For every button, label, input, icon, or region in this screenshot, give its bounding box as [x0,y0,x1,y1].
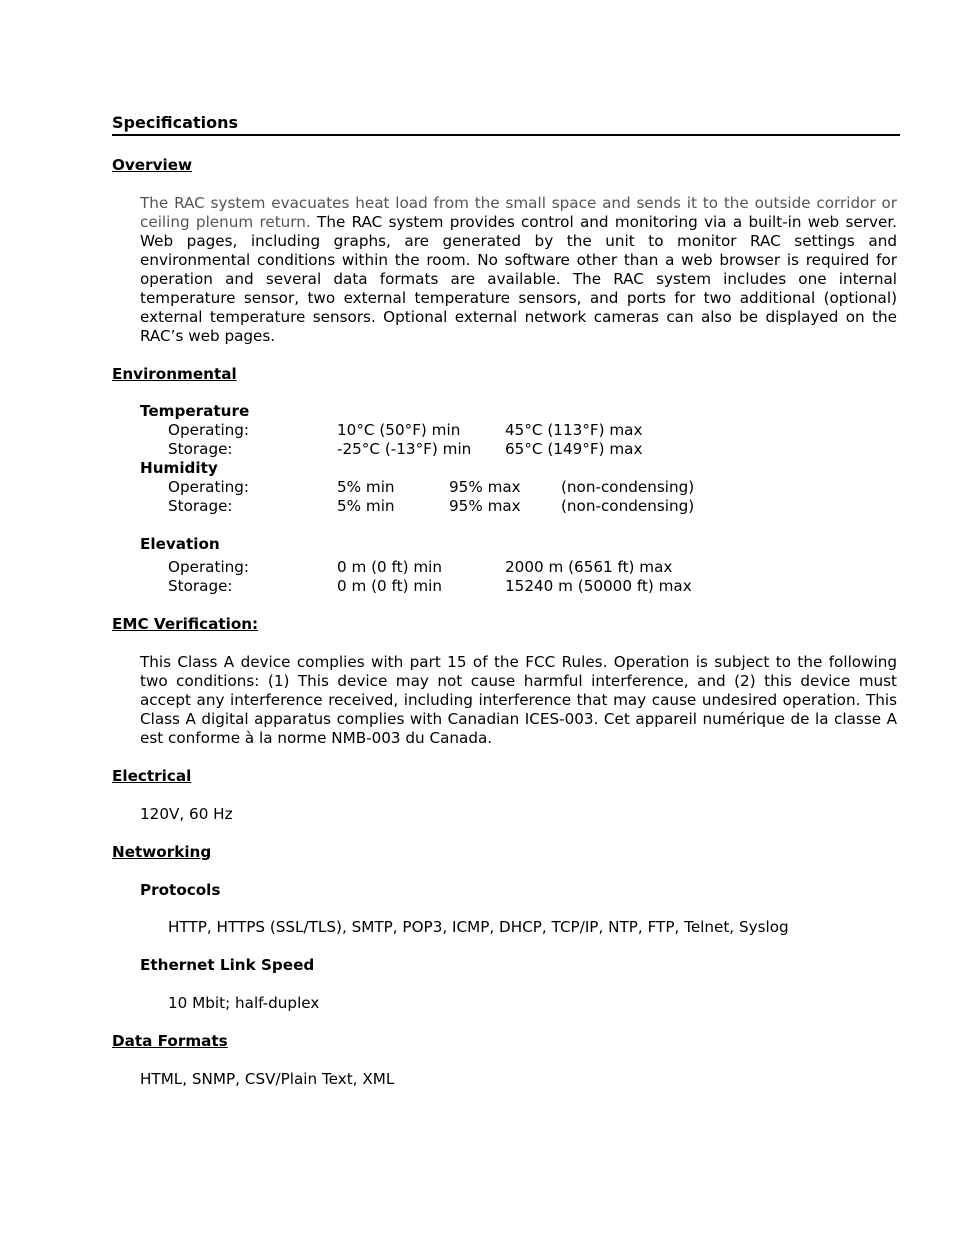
row-min: 0 m (0 ft) min [337,558,442,576]
electrical-heading: Electrical [112,767,192,785]
elevation-label: Elevation [140,535,220,553]
humidity-storage-row [0,497,954,516]
row-max: 95% max [449,497,521,515]
temperature-label: Temperature [140,402,250,420]
row-min: -25°C (-13°F) min [337,440,472,458]
row-max: 45°C (113°F) max [505,421,643,439]
data-formats-heading: Data Formats [112,1032,228,1050]
emc-paragraph: This Class A device complies with part 15 of the FCC Rules. Operation is subject to the following two conditions: (1) This device may not cause harmful interference, and (2) this device must accept any interference received, including interference that may cause undesired operation. This Class A digital apparatus complies with Canadian ICES-003. Cet appareil numérique de la classe A est conforme à la norme NMB-003 du Canada. [140,653,897,747]
protocols-value: HTTP, HTTPS (SSL/TLS), SMTP, POP3, ICMP, DHCP, TCP/IP, NTP, FTP, Telnet, Syslog [168,918,789,936]
networking-heading: Networking [112,843,212,861]
temperature-storage-row [0,440,954,459]
row-label: Storage: [168,497,233,515]
row-max: 65°C (149°F) max [505,440,643,458]
row-min: 5% min [337,478,395,496]
row-max: 15240 m (50000 ft) max [505,577,692,595]
row-max: 2000 m (6561 ft) max [505,558,673,576]
row-min: 5% min [337,497,395,515]
emc-heading: EMC Verification: [112,615,259,633]
row-min: 0 m (0 ft) min [337,577,442,595]
ethernet-value: 10 Mbit; half-duplex [168,994,320,1012]
row-label: Operating: [168,478,250,496]
row-label: Operating: [168,558,250,576]
data-formats-value: HTML, SNMP, CSV/Plain Text, XML [140,1070,395,1088]
ethernet-label: Ethernet Link Speed [140,956,315,974]
overview-heading: Overview [112,156,193,174]
overview-grey-text: The RAC system evacuates heat load from the small space and sends it to the outside corridor or ceiling plenum return. [140,194,897,231]
overview-paragraph [140,194,897,346]
elevation-storage-row [0,577,954,596]
protocols-label: Protocols [140,881,221,899]
elevation-operating-row [0,558,954,577]
humidity-operating-row [0,478,954,497]
row-note: (non-condensing) [561,478,695,496]
row-label: Storage: [168,577,233,595]
page-title: Specifications [112,112,900,136]
electrical-value: 120V, 60 Hz [140,805,233,823]
humidity-label: Humidity [140,459,218,477]
row-note: (non-condensing) [561,497,695,515]
row-max: 95% max [449,478,521,496]
row-label: Operating: [168,421,250,439]
row-label: Storage: [168,440,233,458]
environmental-heading: Environmental [112,365,237,383]
overview-text: The RAC system provides control and monitoring via a built-in web server. Web pages, including graphs, are generated by the unit to monitor RAC settings and environmental conditions within the room. No software other than a web browser is required for operation and several data formats are available. The RAC system includes one internal temperature sensor, two external temperature sensors, and ports for two additional (optional) external temperature sensors. Optional external network cameras can also be displayed on the RAC’s web pages. [140,213,897,345]
temperature-operating-row [0,421,954,440]
row-min: 10°C (50°F) min [337,421,461,439]
